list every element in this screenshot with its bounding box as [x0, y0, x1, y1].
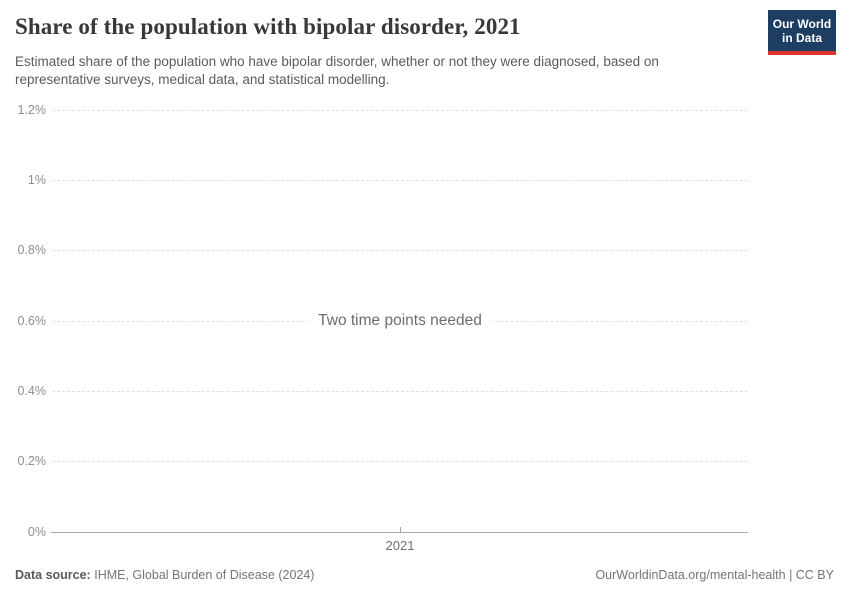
- owid-logo-line1: Our World: [772, 17, 832, 31]
- data-source-value: IHME, Global Burden of Disease (2024): [94, 568, 315, 582]
- data-source-label: Data source:: [15, 568, 91, 582]
- attribution-link[interactable]: OurWorldinData.org/mental-health | CC BY: [595, 568, 834, 582]
- gridline: [52, 250, 748, 251]
- gridline: [52, 461, 748, 462]
- y-axis-tick-label: 0.6%: [17, 314, 46, 328]
- y-axis-tick-label: 1.2%: [17, 103, 46, 117]
- data-source-note: [15, 568, 314, 582]
- y-axis-tick-label: 0.2%: [17, 454, 46, 468]
- gridline: [52, 391, 748, 392]
- gridline: [52, 110, 748, 111]
- chart-subtitle: Estimated share of the population who have bipolar disorder, whether or not they were diagnosed, based on representative surveys, medical data, and statistical modelling.: [15, 54, 659, 87]
- x-axis-tick: [400, 527, 401, 533]
- y-axis-tick-label: 0.4%: [17, 384, 46, 398]
- gridline: [52, 180, 748, 181]
- y-axis-tick-label: 0.8%: [17, 243, 46, 257]
- empty-state-message: Two time points needed: [52, 310, 748, 332]
- y-axis-tick-label: 0%: [27, 525, 46, 539]
- y-axis-tick-label: 1%: [27, 173, 46, 187]
- page-title: Share of the population with bipolar disorder, 2021: [15, 14, 521, 39]
- x-axis-tick-label: 2021: [385, 538, 415, 553]
- owid-logo-line2: in Data: [781, 31, 822, 45]
